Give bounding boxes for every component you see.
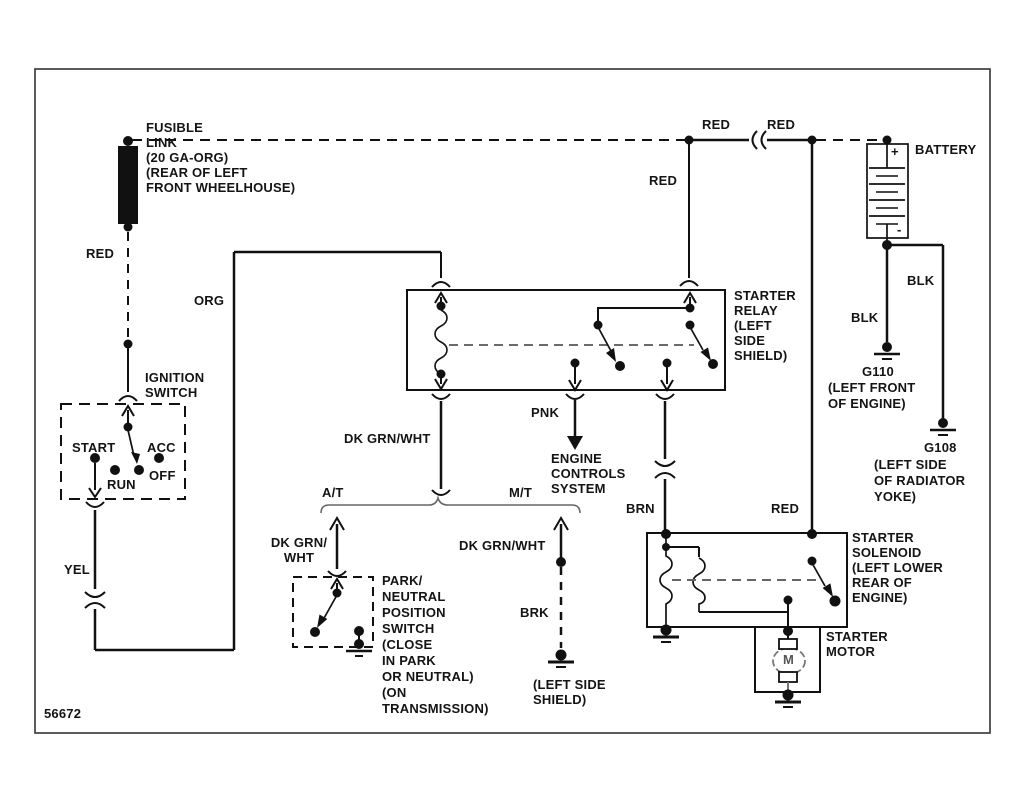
branch-label-at: A/T (322, 485, 344, 500)
battery-plus-sign: + (891, 144, 899, 159)
wire-label-dkgrnwht-mt: DK GRN/WHT (459, 538, 546, 553)
wire-label-red-top-right: RED (767, 117, 796, 132)
ground-g110-name: G110 (862, 364, 894, 379)
wire-label-red-solenoid: RED (771, 501, 800, 516)
starter-motor-label: STARTER MOTOR (826, 629, 888, 659)
inline-connector-icon (753, 131, 758, 149)
wire-label-brn: BRN (626, 501, 655, 516)
wire-label-blk-g108: BLK (907, 273, 935, 288)
ignition-pos-acc: ACC (147, 440, 176, 455)
figure-code: 56672 (44, 706, 82, 721)
park-neutral-switch-symbol (293, 577, 373, 656)
engine-controls-label: ENGINE CONTROLS SYSTEM (551, 451, 626, 496)
ignition-switch-label: IGNITION SWITCH (145, 370, 205, 400)
wire-brn (655, 394, 675, 532)
mt-shield-label: (LEFT SIDE SHIELD) (533, 677, 606, 707)
ignition-pos-off: OFF (149, 468, 176, 483)
wire-label-red-relay: RED (649, 173, 678, 188)
battery-symbol (867, 144, 908, 250)
fusible-link-symbol (119, 147, 137, 401)
battery-minus-sign: - (897, 222, 902, 237)
wire-label-red-top-left: RED (702, 117, 731, 132)
ignition-pos-run: RUN (107, 477, 136, 492)
arrow-to-engine-controls-icon (567, 436, 583, 450)
wire-label-org: ORG (194, 293, 225, 308)
ignition-pos-start: START (72, 440, 116, 455)
wire-red-relay-feed (680, 144, 698, 286)
ground-g108-name: G108 (924, 440, 957, 455)
wire-label-brk: BRK (520, 605, 549, 620)
ground-g108-location: (LEFT SIDE OF RADIATOR YOKE) (874, 457, 966, 504)
wire-label-dkgrnwht-at: DK GRN/ WHT (270, 535, 328, 565)
starter-solenoid-symbol (647, 529, 847, 642)
motor-m-symbol: M (783, 652, 795, 667)
park-neutral-label: PARK/ NEUTRAL POSITION SWITCH (CLOSE IN PARK OR NEUTRAL) (ON TRANSMISSION) (382, 573, 489, 716)
fusible-link-label: FUSIBLE LINK (20 GA-ORG) (REAR OF LEFT FRONT WHEELHOUSE) (146, 120, 296, 195)
branch-label-mt: M/T (509, 485, 532, 500)
wire-label-blk-g110: BLK (851, 310, 879, 325)
wire-label-dkgrnwht: DK GRN/WHT (344, 431, 431, 446)
ground-g110-location: (LEFT FRONT OF ENGINE) (828, 380, 916, 411)
starter-relay-label: STARTER RELAY (LEFT SIDE SHIELD) (734, 288, 796, 363)
wire-label-red-fusible: RED (86, 246, 115, 261)
wire-label-pnk: PNK (531, 405, 560, 420)
branch-brace-icon (321, 498, 580, 513)
starter-solenoid-label: STARTER SOLENOID (LEFT LOWER REAR OF ENGINE) (852, 530, 944, 605)
starter-relay-symbol (407, 290, 725, 390)
wire-label-yel: YEL (64, 562, 90, 577)
battery-label: BATTERY (915, 142, 977, 157)
